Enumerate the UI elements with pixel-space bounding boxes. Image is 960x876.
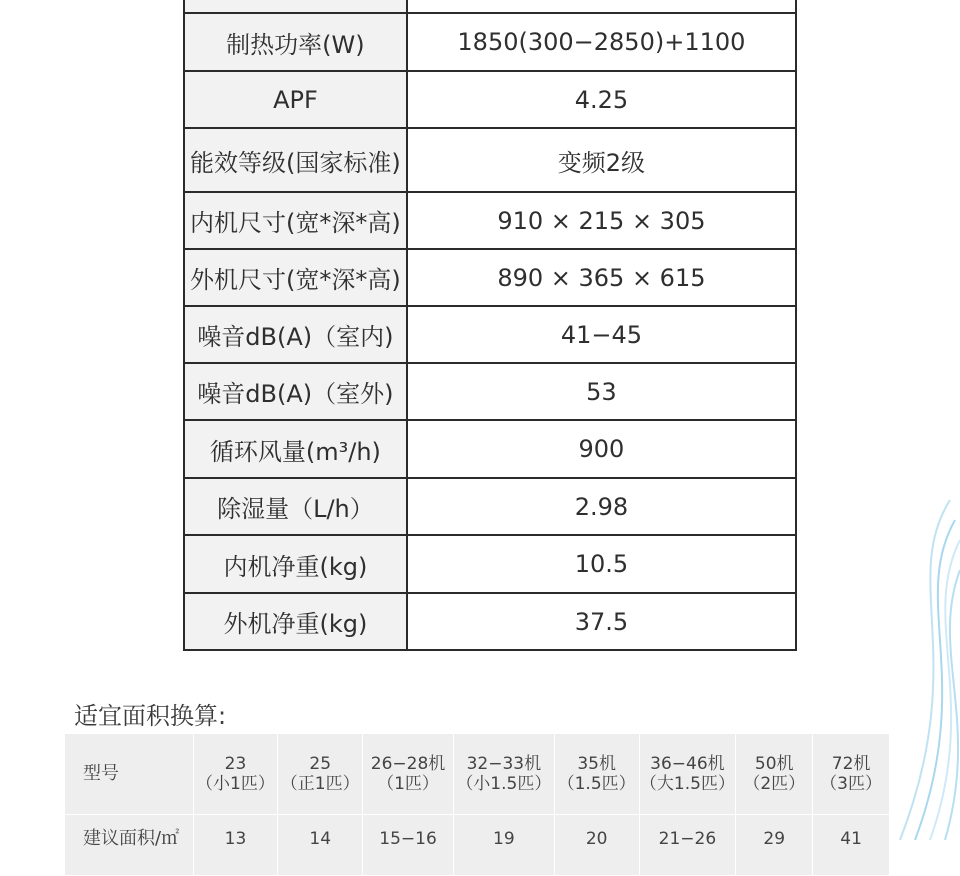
spec-label: 制热功率(W) <box>184 13 407 71</box>
area-cell: 29 <box>736 815 813 876</box>
area-cell: 15−16 <box>363 815 454 876</box>
spec-row-airflow <box>184 420 796 478</box>
model-cell <box>278 734 363 815</box>
spec-row-indoor-size <box>184 192 796 249</box>
model-cell <box>736 734 813 815</box>
spec-value: 53 <box>407 363 796 420</box>
model-cell <box>453 734 554 815</box>
model-hp: （1匹） <box>377 774 439 794</box>
spec-value: 890 × 365 × 615 <box>407 249 796 306</box>
area-cell: 20 <box>554 815 639 876</box>
spec-label: 噪音dB(A)（室外) <box>184 363 407 420</box>
spec-value: 41−45 <box>407 306 796 363</box>
model-number: 36−46机 <box>650 754 725 774</box>
spec-row-energy-grade <box>184 128 796 192</box>
model-cell <box>363 734 454 815</box>
area-conversion-table <box>64 733 890 876</box>
model-cell <box>813 734 890 815</box>
model-hp: （3匹） <box>820 774 882 794</box>
model-number: 23 <box>224 754 247 774</box>
area-cell: 19 <box>453 815 554 876</box>
area-cell: 21−26 <box>639 815 736 876</box>
spec-table <box>183 0 797 651</box>
spec-label: APF <box>184 71 407 128</box>
spec-value: 900 <box>407 420 796 478</box>
model-number: 50机 <box>754 754 794 774</box>
spec-value: 2.98 <box>407 478 796 535</box>
spec-row-heating-power <box>184 13 796 71</box>
model-number: 35机 <box>577 754 616 774</box>
spec-label: 除湿量（L/h） <box>184 478 407 535</box>
model-hp: （正1匹） <box>280 774 360 794</box>
spec-row-cut <box>184 0 796 13</box>
model-hp: （大1.5匹） <box>639 774 735 794</box>
area-header: 建议面积/㎡ <box>65 815 194 876</box>
spec-label: 循环风量(m³/h) <box>184 420 407 478</box>
model-hp: （小1匹） <box>196 774 275 794</box>
area-cell: 14 <box>278 815 363 876</box>
spec-label: 内机尺寸(宽*深*高) <box>184 192 407 249</box>
model-cell <box>639 734 736 815</box>
model-hp: （1.5匹） <box>557 774 636 794</box>
spec-value: 1850(300−2850)+1100 <box>407 13 796 71</box>
model-hp: （2匹） <box>743 774 806 794</box>
spec-label <box>184 0 407 13</box>
model-number: 26−28机 <box>370 754 446 774</box>
area-section-title: 适宜面积换算: <box>74 702 227 730</box>
spec-row-dehumidify <box>184 478 796 535</box>
spec-value: 37.5 <box>407 593 796 650</box>
spec-row-outdoor-weight <box>184 593 796 650</box>
spec-label: 噪音dB(A)（室内) <box>184 306 407 363</box>
area-cell: 41 <box>813 815 890 876</box>
spec-value: 910 × 215 × 305 <box>407 192 796 249</box>
model-cell <box>554 734 639 815</box>
model-number: 25 <box>309 754 332 774</box>
spec-label: 内机净重(kg) <box>184 535 407 593</box>
spec-value: 4.25 <box>407 71 796 128</box>
model-hp: （小1.5匹） <box>456 774 552 794</box>
model-number: 72机 <box>831 754 871 774</box>
spec-row-noise-indoor <box>184 306 796 363</box>
model-row <box>65 734 890 815</box>
spec-row-noise-outdoor <box>184 363 796 420</box>
model-header: 型号 <box>65 734 194 815</box>
area-cell: 13 <box>193 815 278 876</box>
model-number: 32−33机 <box>466 754 542 774</box>
spec-value: 10.5 <box>407 535 796 593</box>
spec-row-indoor-weight <box>184 535 796 593</box>
spec-value <box>407 0 796 13</box>
spec-value: 变频2级 <box>407 128 796 192</box>
spec-label: 外机尺寸(宽*深*高) <box>184 249 407 306</box>
area-row <box>65 815 890 876</box>
model-cell <box>193 734 278 815</box>
spec-label: 能效等级(国家标准) <box>184 128 407 192</box>
spec-label: 外机净重(kg) <box>184 593 407 650</box>
spec-row-apf <box>184 71 796 128</box>
spec-row-outdoor-size <box>184 249 796 306</box>
